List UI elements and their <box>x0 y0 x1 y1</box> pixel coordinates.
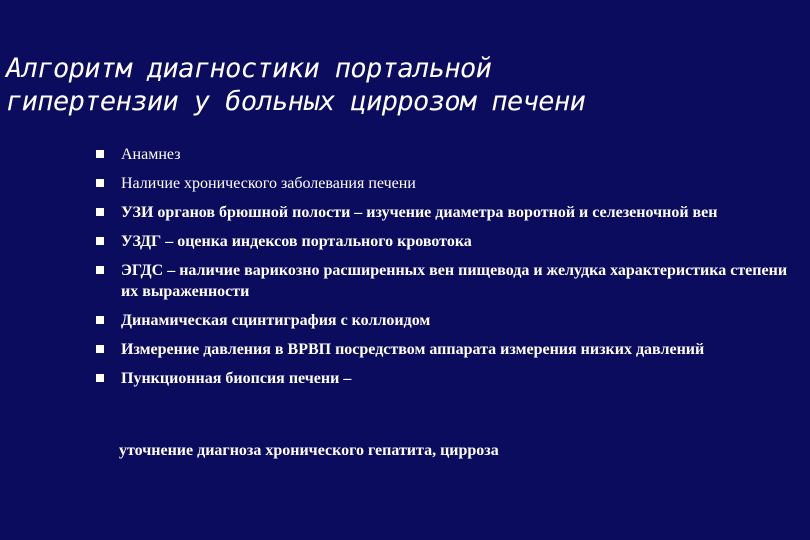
square-bullet-icon <box>96 345 104 353</box>
bullet-text: Динамическая сцинтиграфия с коллоидом <box>121 312 431 329</box>
bullet-text: Измерение давления в ВРВП посредством аппарата измерения низких давлений <box>121 341 705 358</box>
square-bullet-icon <box>96 266 104 274</box>
bullet-item-doppler <box>96 231 796 252</box>
slide-title-line-1: Алгоритм диагностики портальной <box>6 53 492 84</box>
bullet-item-ultrasound <box>96 202 796 223</box>
bullet-text: Пункционная биопсия печени – <box>121 370 352 387</box>
square-bullet-icon <box>96 374 104 382</box>
bullet-text: УЗИ органов брюшной полости – изучение диаметра воротной и селезеночной вен <box>121 204 718 221</box>
bullet-item-biopsy <box>96 368 796 389</box>
bullet-text: УЗДГ – оценка индексов портального кровотока <box>121 233 472 250</box>
biopsy-continuation-text: уточнение диагноза хронического гепатита, цирроза <box>119 442 499 459</box>
square-bullet-icon <box>96 237 104 245</box>
square-bullet-icon <box>96 179 104 187</box>
square-bullet-icon <box>96 150 104 158</box>
bullet-item-scintigraphy <box>96 310 796 331</box>
bullet-list <box>96 144 796 397</box>
bullet-item-history <box>96 144 796 165</box>
bullet-text: Анамнез <box>121 146 181 163</box>
bullet-text: Наличие хронического заболевания печени <box>121 175 416 192</box>
slide-title-line-2: гипертензии у больных циррозом печени <box>6 86 586 117</box>
bullet-item-endoscopy <box>96 260 796 302</box>
square-bullet-icon <box>96 208 104 216</box>
square-bullet-icon <box>96 316 104 324</box>
bullet-text: ЭГДС – наличие варикозно расширенных вен пищевода и желудка характеристика степени их выраженности <box>121 262 788 300</box>
slide-title <box>6 52 796 118</box>
bullet-item-chronic-disease <box>96 173 796 194</box>
bullet-item-pressure-measurement <box>96 339 796 360</box>
